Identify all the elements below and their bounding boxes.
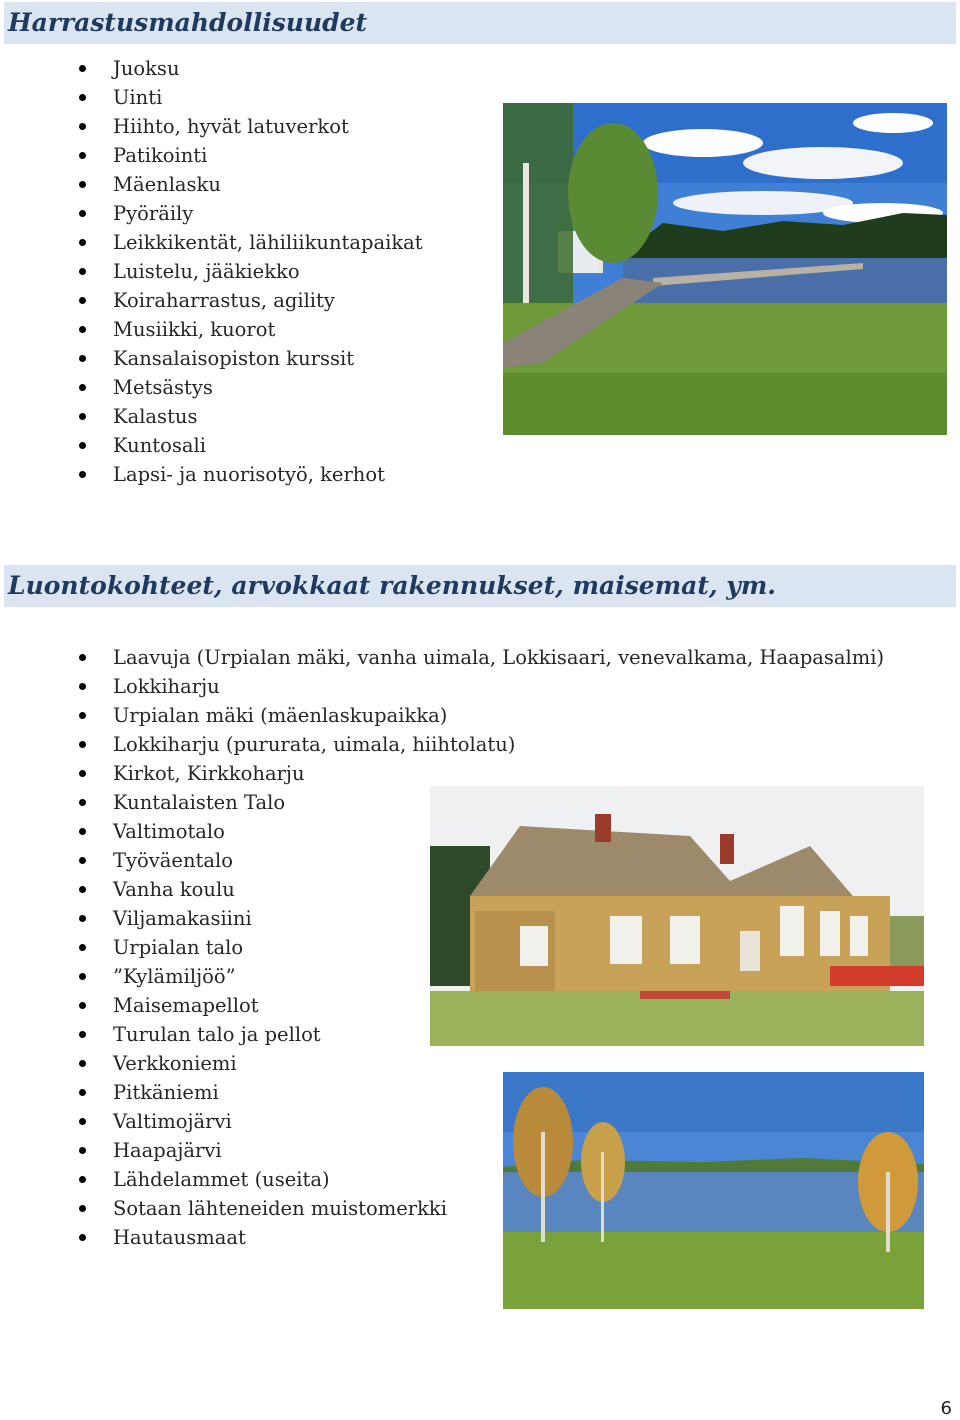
- hobby-list: [0, 54, 423, 489]
- bullet-icon: [79, 1118, 86, 1125]
- bullet-icon: [79, 1234, 86, 1241]
- list-item-text: Laavuja (Urpialan mäki, vanha uimala, Lokkisaari, venevalkama, Haapasalmi): [113, 646, 885, 669]
- bullet-icon: [79, 1089, 86, 1096]
- bullet-icon: [79, 886, 86, 893]
- list-item-text: Lapsi- ja nuorisotyö, kerhot: [113, 463, 385, 486]
- list-item-text: Haapajärvi: [113, 1139, 222, 1162]
- list-item: [0, 112, 423, 141]
- bullet-icon: [79, 268, 86, 275]
- bullet-icon: [79, 181, 86, 188]
- bullet-icon: [79, 442, 86, 449]
- list-item-text: Valtimotalo: [113, 820, 225, 843]
- bullet-icon: [79, 741, 86, 748]
- list-item-text: Patikointi: [113, 144, 208, 167]
- bullet-icon: [79, 944, 86, 951]
- beach-pier-photo: [503, 103, 947, 435]
- bullet-icon: [79, 355, 86, 362]
- list-item: [0, 672, 884, 701]
- bullet-icon: [79, 413, 86, 420]
- bullet-icon: [79, 799, 86, 806]
- list-item-text: Hiihto, hyvät latuverkot: [113, 115, 349, 138]
- list-item: [0, 460, 423, 489]
- list-item-text: Verkkoniemi: [113, 1052, 237, 1075]
- bullet-icon: [79, 326, 86, 333]
- list-item-text: Kirkot, Kirkkoharju: [113, 762, 305, 785]
- bullet-icon: [79, 770, 86, 777]
- bullet-icon: [79, 828, 86, 835]
- bullet-icon: [79, 915, 86, 922]
- bullet-icon: [79, 152, 86, 159]
- list-item-text: Lähdelammet (useita): [113, 1168, 330, 1191]
- bullet-icon: [79, 1147, 86, 1154]
- list-item: [0, 257, 423, 286]
- list-item-text: Musiikki, kuorot: [113, 318, 276, 341]
- list-item: [0, 643, 884, 672]
- list-item-text: Pyöräily: [113, 202, 194, 225]
- list-item-text: Työväentalo: [113, 849, 233, 872]
- list-item-text: Urpialan talo: [113, 936, 244, 959]
- bullet-icon: [79, 654, 86, 661]
- list-item: [0, 170, 423, 199]
- list-item-text: Lokkiharju: [113, 675, 220, 698]
- list-item-text: Kansalaisopiston kurssit: [113, 347, 355, 370]
- list-item-text: Juoksu: [113, 57, 180, 80]
- bullet-icon: [79, 1002, 86, 1009]
- list-item-text: Kuntalaisten Talo: [113, 791, 286, 814]
- bullet-icon: [79, 471, 86, 478]
- list-item-text: Lokkiharju (pururata, uimala, hiihtolatu): [113, 733, 516, 756]
- bullet-icon: [79, 973, 86, 980]
- list-item-text: Pitkäniemi: [113, 1081, 219, 1104]
- list-item-text: Viljamakasiini: [113, 907, 252, 930]
- bullet-icon: [79, 857, 86, 864]
- section-heading-luontokohteet: Luontokohteet, arvokkaat rakennukset, maisemat, ym.: [4, 565, 956, 607]
- bullet-icon: [79, 94, 86, 101]
- list-item-text: Metsästys: [113, 376, 213, 399]
- page-number: 6: [940, 1398, 952, 1419]
- bullet-icon: [79, 712, 86, 719]
- list-item: [0, 199, 423, 228]
- list-item-text: ”Kylämiljöö”: [113, 965, 236, 988]
- list-item-text: Kalastus: [113, 405, 198, 428]
- list-item: [0, 344, 423, 373]
- wooden-house-photo: [430, 786, 924, 1046]
- list-item-text: Uinti: [113, 86, 163, 109]
- list-item: [0, 431, 423, 460]
- list-item: [0, 759, 884, 788]
- bullet-icon: [79, 1060, 86, 1067]
- list-item-text: Urpialan mäki (mäenlaskupaikka): [113, 704, 448, 727]
- lake-autumn-photo: [503, 1072, 924, 1309]
- list-item: [0, 286, 423, 315]
- list-item-text: Vanha koulu: [113, 878, 235, 901]
- list-item: [0, 228, 423, 257]
- bullet-icon: [79, 123, 86, 130]
- list-item: [0, 54, 423, 83]
- bullet-icon: [79, 239, 86, 246]
- bullet-icon: [79, 1176, 86, 1183]
- bullet-icon: [79, 384, 86, 391]
- list-item-text: Turulan talo ja pellot: [113, 1023, 321, 1046]
- list-item-text: Hautausmaat: [113, 1226, 246, 1249]
- list-item-text: Luistelu, jääkiekko: [113, 260, 300, 283]
- list-item: [0, 701, 884, 730]
- list-item-text: Maisemapellot: [113, 994, 259, 1017]
- bullet-icon: [79, 297, 86, 304]
- list-item: [0, 373, 423, 402]
- bullet-icon: [79, 1031, 86, 1038]
- bullet-icon: [79, 210, 86, 217]
- bullet-icon: [79, 1205, 86, 1212]
- bullet-icon: [79, 65, 86, 72]
- list-item-text: Valtimojärvi: [113, 1110, 232, 1133]
- list-item-text: Mäenlasku: [113, 173, 221, 196]
- list-item: [0, 402, 423, 431]
- list-item: [0, 141, 423, 170]
- list-item-text: Leikkikentät, lähiliikuntapaikat: [113, 231, 423, 254]
- list-item-text: Sotaan lähteneiden muistomerkki: [113, 1197, 447, 1220]
- list-item: [0, 83, 423, 112]
- list-item: [0, 730, 884, 759]
- list-item: [0, 315, 423, 344]
- section-heading-harrastusmahdollisuudet: Harrastusmahdollisuudet: [4, 2, 956, 44]
- list-item-text: Koiraharrastus, agility: [113, 289, 335, 312]
- bullet-icon: [79, 683, 86, 690]
- list-item-text: Kuntosali: [113, 434, 206, 457]
